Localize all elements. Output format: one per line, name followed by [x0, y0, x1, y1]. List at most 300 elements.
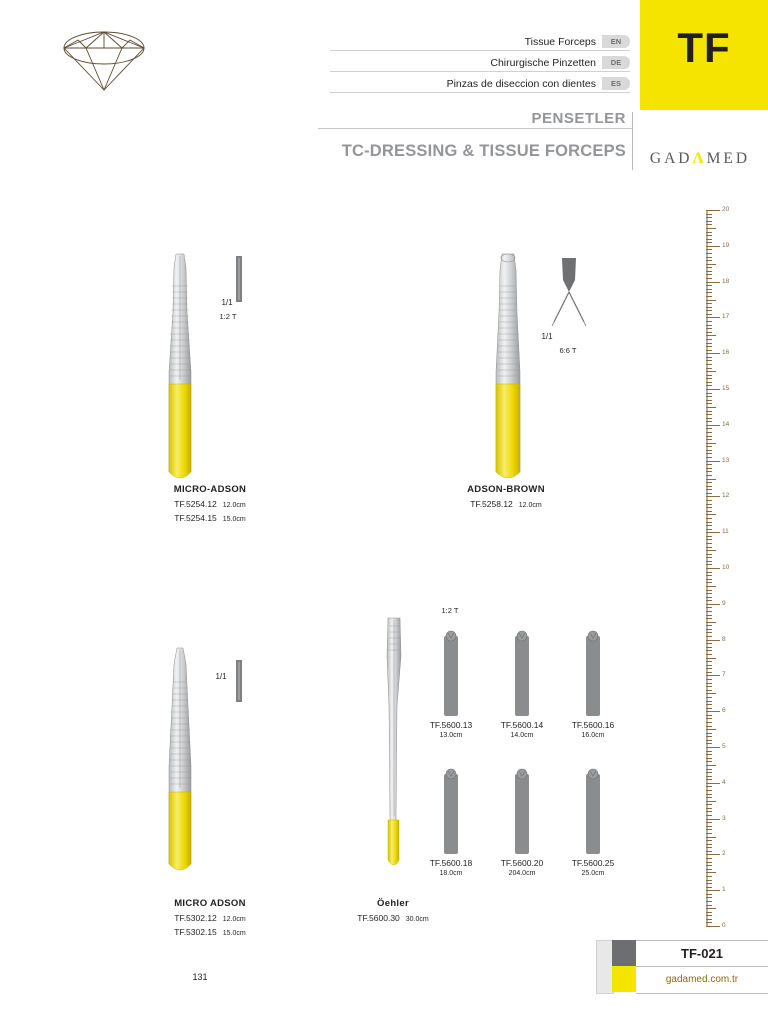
- ruler-tick: [706, 235, 712, 236]
- ruler-tick: [706, 887, 712, 888]
- product-variant: [406, 499, 606, 509]
- ruler-label: 20: [722, 206, 730, 213]
- variant-code: TF.5254.15: [174, 513, 217, 523]
- ruler-tick: [706, 715, 712, 716]
- language-label-en: Tissue Forceps: [524, 35, 596, 48]
- ruler-tick: [706, 915, 712, 916]
- brand-left: GAD: [649, 150, 693, 167]
- tip-label-oehler: 1:2 T: [441, 606, 459, 615]
- ruler-tick: [706, 905, 712, 906]
- variant-length: 30.0cm: [405, 916, 429, 923]
- ruler-tick: [706, 822, 712, 823]
- ruler-tick: [706, 464, 712, 465]
- ruler-tick: [706, 632, 712, 633]
- ruler-tick: [706, 274, 712, 275]
- tip-caption: [552, 720, 634, 739]
- ruler-tick: [706, 443, 716, 444]
- ruler-label: 16: [722, 349, 730, 357]
- variant-length: 12.0cm: [222, 916, 246, 923]
- ruler-tick: [706, 643, 712, 644]
- product-variant: [318, 913, 468, 923]
- footer-code-swatch: [612, 940, 636, 966]
- tip-size: 25.0cm: [581, 870, 605, 877]
- language-label-es: Pinzas de diseccion con dientes: [446, 77, 596, 90]
- forceps-tip-detail: [548, 258, 590, 334]
- tip-ratio-micro-adson: 1/1: [221, 298, 233, 307]
- product-name: MICRO ADSON: [174, 898, 246, 909]
- ruler-tick: [706, 590, 712, 591]
- tip-code: TF.5600.16: [571, 720, 615, 730]
- tip-size: 18.0cm: [439, 870, 463, 877]
- ruler-tick: [706, 718, 712, 719]
- language-list: [330, 32, 630, 95]
- ruler-tick: [706, 747, 720, 748]
- ruler-tick: [706, 550, 716, 551]
- ruler-tick: [706, 418, 712, 419]
- ruler-tick: [706, 493, 712, 494]
- caption-micro-adson-2: [110, 898, 310, 937]
- ruler-tick: [706, 919, 712, 920]
- ruler-tick: [706, 597, 712, 598]
- ruler-tick: [706, 249, 712, 250]
- forceps-illustration: [478, 252, 538, 492]
- caption-micro-adson: [110, 484, 310, 523]
- ruler-tick: [706, 808, 712, 809]
- ruler-tick: [706, 754, 712, 755]
- ruler-tick: [706, 582, 712, 583]
- language-code-en: EN: [602, 35, 630, 48]
- ruler-tick: [706, 511, 712, 512]
- ruler-tick: [706, 253, 712, 254]
- ruler-tick: [706, 504, 712, 505]
- ruler-tick: [706, 271, 712, 272]
- ruler-tick: [706, 547, 712, 548]
- product-name: Öehler: [377, 898, 409, 909]
- ruler-tick: [706, 622, 716, 623]
- brand-logo: [640, 150, 760, 168]
- ruler-tick: [706, 407, 716, 408]
- ruler-tick: [706, 901, 712, 902]
- ruler-tick: [706, 844, 712, 845]
- tip-sample: [440, 768, 462, 856]
- ruler-tick: [706, 450, 712, 451]
- ruler-tick: [706, 561, 712, 562]
- ruler-tick: [706, 300, 716, 301]
- ruler-label: 4: [722, 778, 726, 786]
- ruler-tick: [706, 675, 720, 676]
- ruler-tick: [706, 647, 712, 648]
- brand-mark: Λ: [692, 150, 707, 167]
- ruler-tick: [706, 711, 720, 712]
- ruler-tick: [706, 579, 712, 580]
- ruler-tick: [706, 479, 716, 480]
- ruler-tick: [706, 564, 712, 565]
- ruler-tick: [706, 543, 712, 544]
- variant-code: TF.5302.12: [174, 913, 217, 923]
- ruler-tick: [706, 829, 712, 830]
- ruler-tick: [706, 922, 712, 923]
- ruler-tick: [706, 522, 712, 523]
- ruler-tick: [706, 224, 712, 225]
- ruler-tick: [706, 851, 712, 852]
- ruler-label: 12: [722, 492, 730, 500]
- ruler-tick: [706, 457, 712, 458]
- ruler-tick: [706, 890, 720, 891]
- ruler-tick: [706, 736, 712, 737]
- ruler-tick: [706, 661, 712, 662]
- header-divider: [318, 128, 632, 129]
- ruler-tick: [706, 625, 712, 626]
- tip-code: TF.5600.20: [500, 858, 544, 868]
- ruler-tick: [706, 446, 712, 447]
- forceps-illustration: [150, 252, 210, 492]
- header-vertical-divider: [632, 112, 633, 170]
- ruler-tick: [706, 865, 712, 866]
- ruler-tick: [706, 396, 712, 397]
- ruler-tick: [706, 529, 712, 530]
- product-name: MICRO-ADSON: [173, 484, 247, 495]
- ruler-tick: [706, 743, 712, 744]
- ruler-tick: [706, 779, 712, 780]
- language-row-es: [330, 74, 630, 93]
- ruler-tick: [706, 758, 712, 759]
- ruler-tick: [706, 282, 720, 283]
- ruler-tick: [706, 414, 712, 415]
- language-row-en: [330, 32, 630, 51]
- ruler-label: 14: [722, 420, 730, 428]
- ruler-tick: [706, 600, 712, 601]
- footer-code: TF-021: [636, 940, 768, 968]
- ruler-label: 18: [722, 277, 730, 285]
- ruler-tick: [706, 461, 720, 462]
- ruler-tick: [706, 317, 720, 318]
- ruler-tick: [706, 640, 720, 641]
- caption-oehler: [318, 898, 468, 923]
- ruler-tick: [706, 894, 712, 895]
- tip-size: 204.0cm: [508, 870, 536, 877]
- tip-ratio-adson-brown: 1/1: [541, 332, 553, 341]
- ruler-tick: [706, 221, 712, 222]
- ruler-tick: [706, 500, 712, 501]
- ruler-tick: [706, 496, 720, 497]
- tip-ratio-micro-adson-2: 1/1: [215, 672, 227, 681]
- ruler-tick: [706, 575, 712, 576]
- ruler-tick: [706, 726, 712, 727]
- ruler-tick: [706, 786, 712, 787]
- ruler-label: 15: [722, 385, 730, 392]
- ruler-label: 0: [722, 922, 726, 929]
- ruler-tick: [706, 751, 712, 752]
- ruler-tick: [706, 819, 720, 820]
- ruler-label: 1: [722, 886, 726, 894]
- ruler-tick: [706, 697, 712, 698]
- ruler-tick: [706, 393, 712, 394]
- ruler-tick: [706, 557, 712, 558]
- ruler-tick: [706, 876, 712, 877]
- ruler-tick: [706, 536, 712, 537]
- ruler-tick: [706, 518, 712, 519]
- ruler-tick: [706, 303, 712, 304]
- ruler-tick: [706, 740, 712, 741]
- category-title-en: TC-DRESSING & TISSUE FORCEPS: [341, 142, 626, 160]
- ruler-tick: [706, 761, 712, 762]
- ruler-tick: [706, 926, 720, 927]
- ruler-tick: [706, 665, 712, 666]
- ruler-tick: [706, 411, 712, 412]
- ruler-tick: [706, 257, 712, 258]
- measuring-ruler: [700, 206, 740, 929]
- ruler-tick: [706, 593, 712, 594]
- variant-length: 12.0cm: [518, 502, 542, 509]
- ruler-tick: [706, 421, 712, 422]
- ruler-tick: [706, 840, 712, 841]
- tip-sample: [582, 630, 604, 718]
- ruler-label: 19: [722, 241, 730, 249]
- ruler-tick: [706, 217, 712, 218]
- ruler-tick: [706, 482, 712, 483]
- ruler-tick: [706, 568, 720, 569]
- tip-label-micro-adson: 1:2 T: [219, 312, 237, 321]
- language-code-es: ES: [602, 77, 630, 90]
- ruler-tick: [706, 804, 712, 805]
- ruler-tick: [706, 439, 712, 440]
- ruler-tick: [706, 658, 716, 659]
- variant-code: TF.5254.12: [174, 499, 217, 509]
- ruler-tick: [706, 239, 712, 240]
- ruler-tick: [706, 468, 712, 469]
- ruler-tick: [706, 310, 712, 311]
- ruler-tick: [706, 672, 712, 673]
- product-variant: [110, 513, 310, 523]
- tip-label-adson-brown: 6:6 T: [559, 346, 577, 355]
- ruler-tick: [706, 228, 716, 229]
- ruler-label: 17: [722, 313, 730, 321]
- ruler-tick: [706, 436, 712, 437]
- ruler-tick: [706, 704, 712, 705]
- ruler-tick: [706, 539, 712, 540]
- tip-sample: [582, 768, 604, 856]
- ruler-tick: [706, 618, 712, 619]
- ruler-tick: [706, 425, 720, 426]
- ruler-label: 2: [722, 850, 726, 858]
- ruler-tick: [706, 708, 712, 709]
- ruler-tick: [706, 912, 712, 913]
- ruler-tick: [706, 335, 716, 336]
- ruler-tick: [706, 307, 712, 308]
- ruler-label: 3: [722, 814, 726, 822]
- language-row-de: [330, 53, 630, 72]
- ruler-tick: [706, 321, 712, 322]
- ruler-tick: [706, 833, 712, 834]
- ruler-tick: [706, 783, 720, 784]
- ruler-tick: [706, 368, 712, 369]
- ruler-tick: [706, 858, 712, 859]
- tip-caption: [481, 720, 563, 739]
- footer-website[interactable]: gadamed.com.tr: [636, 966, 768, 994]
- language-code-de: DE: [602, 56, 630, 69]
- forceps-illustration: [150, 646, 210, 886]
- variant-length: 12.0cm: [222, 502, 246, 509]
- ruler-tick: [706, 389, 720, 390]
- ruler-tick: [706, 794, 712, 795]
- product-variant: [110, 913, 310, 923]
- ruler-tick: [706, 554, 712, 555]
- ruler-tick: [706, 729, 716, 730]
- ruler-tick: [706, 668, 712, 669]
- ruler-tick: [706, 525, 712, 526]
- tip-size: 14.0cm: [510, 732, 534, 739]
- ruler-tick: [706, 371, 716, 372]
- ruler-tick: [706, 572, 712, 573]
- ruler-tick: [706, 428, 712, 429]
- tip-size: 13.0cm: [439, 732, 463, 739]
- product-variant: [110, 499, 310, 509]
- ruler-tick: [706, 650, 712, 651]
- ruler-label: 13: [722, 456, 730, 464]
- ruler-tick: [706, 382, 712, 383]
- product-name: ADSON-BROWN: [467, 484, 545, 495]
- ruler-tick: [706, 346, 712, 347]
- ruler-label: 9: [722, 599, 726, 607]
- ruler-tick: [706, 690, 712, 691]
- ruler-tick: [706, 343, 712, 344]
- ruler-tick: [706, 489, 712, 490]
- ruler-tick: [706, 769, 712, 770]
- ruler-tick: [706, 403, 712, 404]
- ruler-tick: [706, 629, 712, 630]
- ruler-tick: [706, 683, 712, 684]
- ruler-tick: [706, 267, 712, 268]
- language-label-de: Chirurgische Pinzetten: [490, 56, 596, 69]
- ruler-tick: [706, 486, 712, 487]
- page-number: 131: [192, 972, 208, 982]
- ruler-tick: [706, 679, 712, 680]
- ruler-label: 5: [722, 743, 726, 750]
- ruler-tick: [706, 872, 716, 873]
- variant-code: TF.5600.30: [357, 913, 400, 923]
- ruler-tick: [706, 815, 712, 816]
- ruler-tick: [706, 883, 712, 884]
- ruler-tick: [706, 847, 712, 848]
- ruler-tick: [706, 278, 712, 279]
- ruler-tick: [706, 615, 712, 616]
- ruler-tick: [706, 332, 712, 333]
- ruler-tick: [706, 432, 712, 433]
- tip-sample: [440, 630, 462, 718]
- ruler-tick: [706, 328, 712, 329]
- ruler-tick: [706, 353, 720, 354]
- product-variant: [110, 927, 310, 937]
- ruler-tick: [706, 604, 720, 605]
- tip-caption: [410, 858, 492, 877]
- ruler-tick: [706, 693, 716, 694]
- ruler-tick: [706, 378, 712, 379]
- ruler-tick: [706, 364, 712, 365]
- tip-code: TF.5600.18: [429, 858, 473, 868]
- ruler-label: 11: [722, 528, 729, 536]
- ruler-tick: [706, 514, 716, 515]
- category-title-tr: PENSETLER: [531, 110, 626, 127]
- ruler-tick: [706, 350, 712, 351]
- ruler-tick: [706, 285, 712, 286]
- ruler-tick: [706, 314, 712, 315]
- ruler-tick: [706, 264, 716, 265]
- ruler-tick: [706, 733, 712, 734]
- ruler-tick: [706, 339, 712, 340]
- ruler-tick: [706, 654, 712, 655]
- ruler-tick: [706, 790, 712, 791]
- variant-length: 15.0cm: [222, 930, 246, 937]
- ruler-tick: [706, 210, 720, 211]
- ruler-tick: [706, 242, 712, 243]
- ruler-tick: [706, 357, 712, 358]
- ruler-tick: [706, 636, 712, 637]
- variant-code: TF.5258.12: [470, 499, 513, 509]
- ruler-tick: [706, 471, 712, 472]
- ruler-tick: [706, 869, 712, 870]
- ruler-tick: [706, 826, 712, 827]
- ruler-tick: [706, 897, 712, 898]
- ruler-label: 7: [722, 671, 726, 679]
- ruler-tick: [706, 611, 712, 612]
- ruler-tick: [706, 586, 716, 587]
- ruler-tick: [706, 811, 712, 812]
- variant-length: 15.0cm: [222, 516, 246, 523]
- ruler-tick: [706, 453, 712, 454]
- ruler-tick: [706, 797, 712, 798]
- tip-code: TF.5600.14: [500, 720, 544, 730]
- ruler-tick: [706, 325, 712, 326]
- ruler-tick: [706, 385, 712, 386]
- ruler-tick: [706, 232, 712, 233]
- footer-url-swatch: [612, 966, 636, 992]
- brand-right: MED: [706, 150, 751, 167]
- ruler-tick: [706, 532, 720, 533]
- tip-sample: [511, 768, 533, 856]
- ruler-tick: [706, 686, 712, 687]
- ruler-tick: [706, 296, 712, 297]
- ruler-tick: [706, 375, 712, 376]
- ruler-tick: [706, 607, 712, 608]
- ruler-tick: [706, 765, 716, 766]
- ruler-tick: [706, 772, 712, 773]
- forceps-illustration: [372, 616, 416, 876]
- ruler-tick: [706, 908, 716, 909]
- ruler-tick: [706, 801, 716, 802]
- ruler-label: 8: [722, 635, 726, 643]
- tip-size: 16.0cm: [581, 732, 605, 739]
- ruler-tick: [706, 292, 712, 293]
- ruler-tick: [706, 400, 712, 401]
- ruler-tick: [706, 862, 712, 863]
- ruler-tick: [706, 507, 712, 508]
- footer-code-block: [596, 940, 768, 996]
- ruler-tick: [706, 854, 720, 855]
- tip-caption: [481, 858, 563, 877]
- variant-code: TF.5302.15: [174, 927, 217, 937]
- ruler-tick: [706, 214, 712, 215]
- ruler-tick: [706, 880, 712, 881]
- caption-adson-brown: [406, 484, 606, 509]
- ruler-tick: [706, 722, 712, 723]
- ruler-tick: [706, 701, 712, 702]
- tip-code: TF.5600.13: [429, 720, 473, 730]
- ruler-tick: [706, 837, 716, 838]
- category-badge: [640, 0, 768, 110]
- diamond-logo: [56, 26, 152, 96]
- ruler-tick: [706, 260, 712, 261]
- ruler-label: 10: [722, 564, 730, 571]
